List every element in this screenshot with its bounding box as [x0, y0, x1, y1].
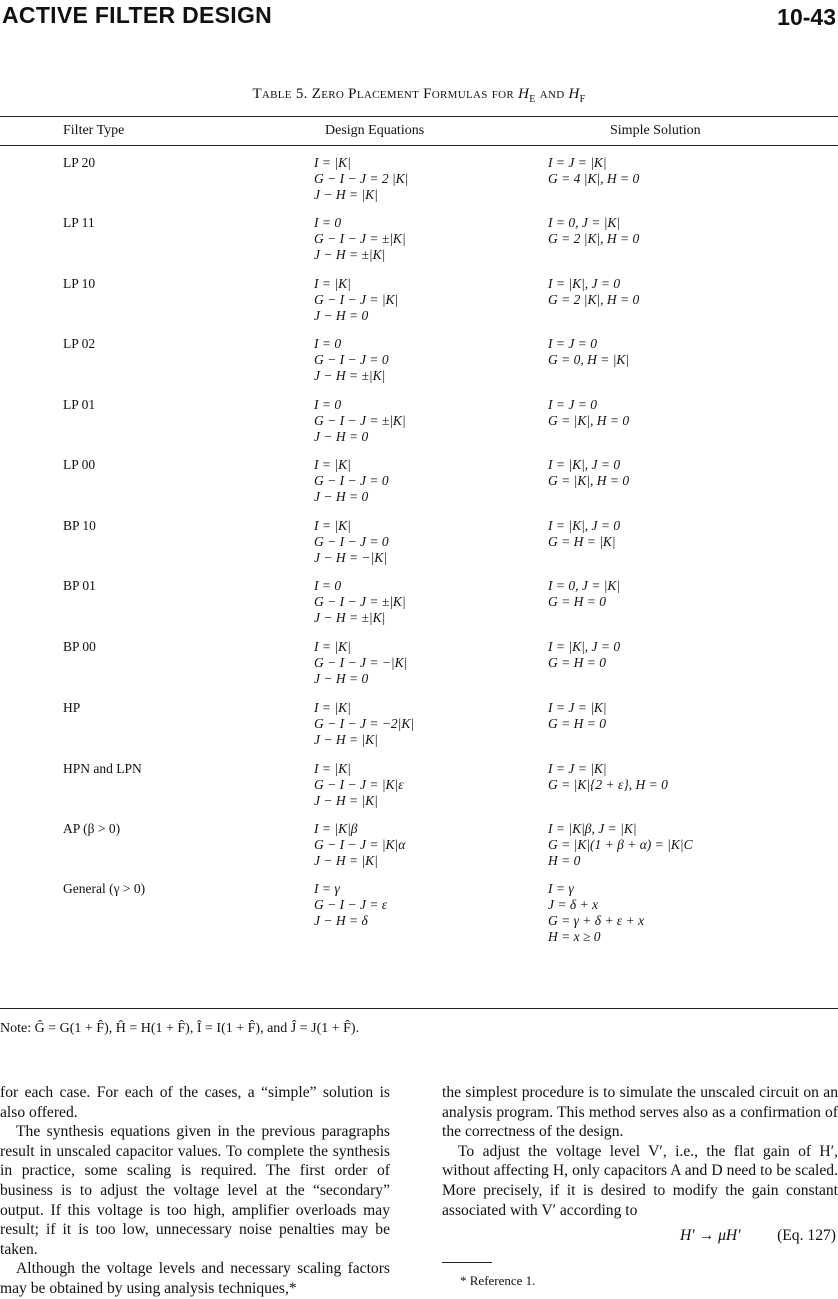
equation-line: I = γ: [314, 881, 340, 896]
equation-line: I = |K|: [314, 155, 351, 170]
design-equations-cell: [314, 881, 387, 929]
page-number: 10-43: [777, 4, 836, 30]
equation-line: G − I − J = |K|α: [314, 837, 406, 852]
equation-line: J − H = ±|K|: [314, 610, 386, 625]
simple-solution-cell: [548, 700, 607, 732]
simple-solution-cell: [548, 639, 620, 671]
equation-line: J − H = δ: [314, 913, 368, 928]
equation-127: [442, 1226, 838, 1248]
filter-type-cell: BP 01: [63, 578, 96, 593]
design-equations-cell: [314, 700, 414, 748]
solution-line: I = |K|, J = 0: [548, 639, 621, 654]
equation-line: I = |K|: [314, 276, 351, 291]
equation-line: J − H = 0: [314, 429, 369, 444]
solution-line: G = γ + δ + ε + x: [548, 913, 645, 928]
solution-line: H = x ≥ 0: [548, 929, 601, 944]
equation-number: (Eq. 127): [777, 1227, 836, 1245]
equation-line: I = |K|: [314, 761, 351, 776]
design-equations-cell: [314, 155, 408, 203]
solution-line: I = |K|, J = 0: [548, 276, 621, 291]
simple-solution-cell: [548, 761, 668, 793]
solution-line: I = |K|β, J = |K|: [548, 821, 637, 836]
equation-line: G − I − J = ±|K|: [314, 231, 406, 246]
equation-line: I = |K|: [314, 457, 351, 472]
solution-line: G = |K|(1 + β + α) = |K|C: [548, 837, 693, 852]
solution-line: I = J = |K|: [548, 761, 607, 776]
filter-type-cell: General (γ > 0): [63, 881, 146, 896]
design-equations-cell: [314, 639, 407, 687]
equation-line: G − I − J = 2 |K|: [314, 171, 409, 186]
filter-type-cell: BP 00: [63, 639, 96, 654]
left-paragraph-2: The synthesis equations given in the previous paragraphs result in unscaled capacitor values. To complete the synthesis in practice, some scaling is required. The first order of business is to adjust the voltage level at the “secondary” output. If this voltage is too high, amplifier overloads may result; if it is too low, unnecessary noise penalties may be taken.: [0, 1123, 390, 1258]
caption-and: and: [539, 86, 565, 102]
solution-line: G = 2 |K|, H = 0: [548, 231, 640, 246]
design-equations-cell: [314, 397, 406, 445]
equation-line: J − H = ±|K|: [314, 247, 386, 262]
filter-type-cell: LP 00: [63, 457, 96, 472]
equation-line: I = |K|: [314, 518, 351, 533]
right-paragraph-1: the simplest procedure is to simulate the unscaled circuit on an analysis program. This method serves also as a confirmation of the correctness of the design.: [442, 1084, 838, 1141]
equation-line: G − I − J = 0: [314, 534, 389, 549]
solution-line: H = 0: [548, 853, 581, 868]
solution-line: G = H = 0: [548, 594, 606, 609]
design-equations-cell: [314, 276, 398, 324]
equation-line: G − I − J = |K|ε: [314, 777, 404, 792]
equation-line: J − H = 0: [314, 671, 369, 686]
equation-line: J − H = |K|: [314, 853, 378, 868]
solution-line: G = |K|{2 + ε}, H = 0: [548, 777, 668, 792]
filter-type-cell: HPN and LPN: [63, 761, 142, 776]
equation-line: G − I − J = −2|K|: [314, 716, 415, 731]
left-paragraph-3: Although the voltage levels and necessary scaling factors may be obtained by using analysis techniques,*: [0, 1260, 390, 1297]
solution-line: I = |K|, J = 0: [548, 457, 621, 472]
equation-line: J − H = ±|K|: [314, 368, 386, 383]
equation-line: I = 0: [314, 578, 342, 593]
filter-type-cell: LP 20: [63, 155, 96, 170]
body-left-column: [0, 1083, 390, 1299]
equation-line: G − I − J = ±|K|: [314, 594, 406, 609]
filter-type-cell: LP 11: [63, 215, 95, 230]
equation-line: I = 0: [314, 336, 342, 351]
filter-type-cell: LP 02: [63, 336, 96, 351]
col-simple-solution: Simple Solution: [610, 123, 701, 138]
table-caption: [0, 86, 838, 105]
filter-type-cell: LP 10: [63, 276, 96, 291]
design-equations-cell: [314, 457, 389, 505]
equation-line: I = |K|: [314, 700, 351, 715]
col-filter-type: Filter Type: [63, 123, 125, 138]
solution-line: I = 0, J = |K|: [548, 578, 621, 593]
simple-solution-cell: [548, 276, 639, 308]
design-equations-cell: [314, 578, 406, 626]
simple-solution-cell: [548, 881, 644, 945]
solution-line: I = J = 0: [548, 397, 597, 412]
solution-line: I = J = 0: [548, 336, 597, 351]
simple-solution-cell: [548, 155, 639, 187]
equation-line: J − H = |K|: [314, 187, 378, 202]
body-right-column: [442, 1083, 838, 1291]
filter-type-cell: AP (β > 0): [63, 821, 121, 836]
filter-type-cell: HP: [63, 700, 81, 715]
left-paragraph-1: for each case. For each of the cases, a “simple” solution is also offered.: [0, 1084, 390, 1121]
right-paragraph-2: To adjust the voltage level V′, i.e., the flat gain of H′, without affecting H, only capacitors A and D need to be scaled. More precisely, if it is desired to modify the gain constant associated with V′ according to: [442, 1142, 838, 1219]
solution-line: G = 2 |K|, H = 0: [548, 292, 640, 307]
simple-solution-cell: [548, 518, 620, 550]
design-equations-cell: [314, 215, 406, 263]
solution-line: G = 4 |K|, H = 0: [548, 171, 640, 186]
design-equations-cell: [314, 336, 389, 384]
equation-line: J − H = |K|: [314, 793, 378, 808]
equation-line: G − I − J = 0: [314, 352, 389, 367]
simple-solution-cell: [548, 397, 629, 429]
table-top-rule: [0, 116, 838, 117]
equation-line: J − H = 0: [314, 489, 369, 504]
caption-sub1: E: [529, 94, 536, 105]
solution-line: G = |K|, H = 0: [548, 413, 630, 428]
equation-line: I = |K|: [314, 639, 351, 654]
solution-line: G = |K|, H = 0: [548, 473, 630, 488]
filter-type-cell: BP 10: [63, 518, 96, 533]
caption-sub2: F: [579, 94, 586, 105]
col-design-equations: Design Equations: [325, 123, 425, 138]
equation-line: G − I − J = |K|: [314, 292, 399, 307]
simple-solution-cell: [548, 336, 629, 368]
simple-solution-cell: [548, 578, 620, 610]
equation-line: J − H = −|K|: [314, 550, 387, 565]
design-equations-cell: [314, 761, 404, 809]
table-bottom-rule: [0, 1008, 838, 1009]
equation-line: I = 0: [314, 397, 342, 412]
simple-solution-cell: [548, 215, 639, 247]
simple-solution-cell: [548, 457, 629, 489]
equation-line: I = |K|β: [314, 821, 358, 836]
solution-line: I = 0, J = |K|: [548, 215, 621, 230]
equation-line: G − I − J = −|K|: [314, 655, 408, 670]
caption-h2: H: [568, 86, 580, 102]
solution-line: G = H = |K|: [548, 534, 616, 549]
footnote-rule: [442, 1262, 492, 1263]
caption-h1: H: [518, 86, 530, 102]
solution-line: G = H = 0: [548, 655, 606, 670]
page-header: [0, 0, 838, 34]
caption-prefix: Table 5. Zero Placement Formulas for: [252, 86, 515, 102]
equation-line: G − I − J = ±|K|: [314, 413, 406, 428]
solution-line: I = γ: [548, 881, 574, 896]
table-note: Note: Ĝ = G(1 + F̂), Ĥ = H(1 + F̂), Î = I(1 + F̂), and Ĵ = J(1 + F̂).: [0, 1021, 360, 1036]
solution-line: G = 0, H = |K|: [548, 352, 630, 367]
simple-solution-cell: [548, 821, 693, 869]
table-header-rule: [0, 145, 838, 146]
running-title: ACTIVE FILTER DESIGN: [2, 2, 273, 28]
filter-type-cell: LP 01: [63, 397, 96, 412]
footnote: * Reference 1.: [460, 1273, 536, 1289]
equation-line: G − I − J = ε: [314, 897, 388, 912]
equation-line: J − H = 0: [314, 308, 369, 323]
solution-line: J = δ + x: [548, 897, 598, 912]
design-equations-cell: [314, 821, 405, 869]
equation-formula: H′ → μH′: [680, 1227, 741, 1245]
solution-line: I = J = |K|: [548, 155, 607, 170]
solution-line: I = |K|, J = 0: [548, 518, 621, 533]
equation-line: J − H = |K|: [314, 732, 378, 747]
solution-line: G = H = 0: [548, 716, 606, 731]
solution-line: I = J = |K|: [548, 700, 607, 715]
equation-line: G − I − J = 0: [314, 473, 389, 488]
equation-line: I = 0: [314, 215, 342, 230]
design-equations-cell: [314, 518, 389, 566]
